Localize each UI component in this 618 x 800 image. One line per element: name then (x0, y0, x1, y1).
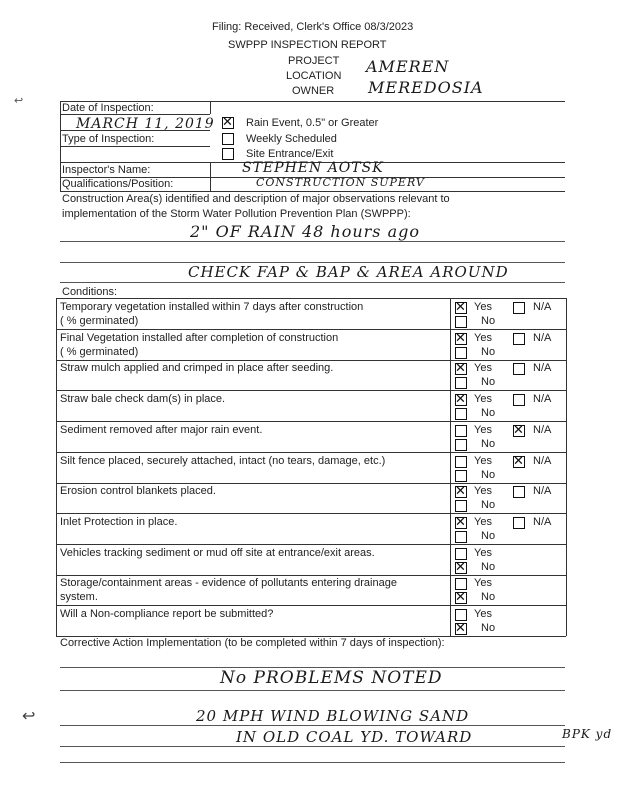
condition-text: Straw mulch applied and crimped in place after seeding. (60, 362, 334, 374)
na-label: N/A (533, 332, 552, 344)
corrective-note-1: No PROBLEMS NOTED (220, 668, 443, 688)
date-value: MARCH 11, 2019 (76, 116, 215, 132)
location-value: MEREDOSIA (368, 78, 484, 97)
corrective-label: Corrective Action Implementation (to be completed within 7 days of inspection): (60, 637, 445, 649)
type-weekly-checkbox[interactable] (222, 133, 234, 145)
na-checkbox[interactable] (513, 456, 525, 468)
qualifications-label: Qualifications/Position: (62, 178, 174, 190)
na-checkbox[interactable] (513, 302, 525, 314)
na-checkbox[interactable] (513, 394, 525, 406)
yes-label: Yes (474, 455, 492, 467)
yes-checkbox[interactable] (455, 486, 467, 498)
no-label: No (481, 315, 496, 327)
no-checkbox[interactable] (455, 470, 467, 482)
yes-label: Yes (474, 332, 492, 344)
no-label: No (481, 438, 496, 450)
na-label: N/A (533, 455, 552, 467)
yes-label: Yes (474, 516, 492, 528)
no-label: No (481, 530, 496, 542)
no-label: No (481, 591, 496, 603)
yes-label: Yes (474, 424, 492, 436)
construction-intro-1: Construction Area(s) identified and description of major observations relevant to (62, 193, 450, 205)
construction-intro-2: implementation of the Storm Water Pollution Prevention Plan (SWPPP): (62, 208, 411, 220)
condition-text: Straw bale check dam(s) in place. (60, 393, 226, 405)
yes-label: Yes (474, 577, 492, 589)
na-checkbox[interactable] (513, 363, 525, 375)
no-checkbox[interactable] (455, 592, 467, 604)
project-value: AMEREN (366, 57, 450, 76)
no-label: No (481, 376, 496, 388)
no-label: No (481, 499, 496, 511)
na-label: N/A (533, 362, 552, 374)
yes-label: Yes (474, 608, 492, 620)
no-checkbox[interactable] (455, 439, 467, 451)
qualifications-value: CONSTRUCTION SUPERV (256, 176, 425, 189)
filing-stamp: Filing: Received, Clerk's Office 08/3/2023 (212, 21, 414, 33)
no-label: No (481, 407, 496, 419)
condition-text: Will a Non-compliance report be submitted? (60, 608, 274, 620)
na-checkbox[interactable] (513, 486, 525, 498)
na-label: N/A (533, 516, 552, 528)
yes-checkbox[interactable] (455, 425, 467, 437)
construction-note-1: 2" OF RAIN 48 hours ago (190, 222, 420, 241)
yes-checkbox[interactable] (455, 394, 467, 406)
na-label: N/A (533, 301, 552, 313)
na-label: N/A (533, 393, 552, 405)
condition-text: Storage/containment areas - evidence of pollutants entering drainage (60, 577, 397, 589)
no-label: No (481, 346, 496, 358)
type-weekly-label: Weekly Scheduled (246, 133, 337, 145)
no-checkbox[interactable] (455, 531, 467, 543)
no-checkbox[interactable] (455, 623, 467, 635)
no-checkbox[interactable] (455, 562, 467, 574)
condition-subtext: ( % germinated) (60, 346, 139, 358)
no-checkbox[interactable] (455, 347, 467, 359)
location-label: LOCATION (286, 70, 342, 82)
no-label: No (481, 469, 496, 481)
type-label: Type of Inspection: (62, 133, 155, 145)
yes-checkbox[interactable] (455, 456, 467, 468)
no-checkbox[interactable] (455, 377, 467, 389)
corrective-note-4: BPK yd (562, 727, 613, 741)
corrective-note-3: IN OLD COAL YD. TOWARD (236, 728, 473, 746)
yes-checkbox[interactable] (455, 302, 467, 314)
na-checkbox[interactable] (513, 333, 525, 345)
yes-checkbox[interactable] (455, 517, 467, 529)
no-checkbox[interactable] (455, 408, 467, 420)
yes-label: Yes (474, 362, 492, 374)
report-title: SWPPP INSPECTION REPORT (228, 39, 387, 51)
owner-label: OWNER (292, 85, 335, 97)
condition-subtext: system. (60, 591, 98, 603)
corrective-note-2: 20 MPH WIND BLOWING SAND (196, 707, 470, 725)
margin-mark-bottom: ↩ (22, 708, 36, 725)
condition-text: Sediment removed after major rain event. (60, 424, 263, 436)
no-checkbox[interactable] (455, 500, 467, 512)
no-label: No (481, 622, 496, 634)
inspector-label: Inspector's Name: (62, 164, 151, 176)
condition-text: Inlet Protection in place. (60, 516, 178, 528)
condition-text: Temporary vegetation installed within 7 days after construction (60, 301, 364, 313)
margin-mark-top: ↩ (14, 95, 24, 107)
na-checkbox[interactable] (513, 517, 525, 529)
construction-note-2: CHECK FAP & BAP & AREA AROUND (188, 263, 509, 281)
inspector-value: STEPHEN AOTSK (242, 160, 384, 176)
date-label: Date of Inspection: (62, 102, 154, 114)
condition-text: Vehicles tracking sediment or mud off site at entrance/exit areas. (60, 547, 375, 559)
no-checkbox[interactable] (455, 316, 467, 328)
conditions-label: Conditions: (62, 286, 118, 298)
condition-text: Erosion control blankets placed. (60, 485, 216, 497)
yes-label: Yes (474, 485, 492, 497)
yes-label: Yes (474, 547, 492, 559)
type-rain-checkbox[interactable] (222, 117, 234, 129)
yes-checkbox[interactable] (455, 363, 467, 375)
type-site-checkbox[interactable] (222, 148, 234, 160)
type-site-label: Site Entrance/Exit (246, 148, 334, 160)
condition-subtext: ( % germinated) (60, 315, 139, 327)
type-rain-label: Rain Event, 0.5" or Greater (246, 117, 379, 129)
project-label: PROJECT (288, 55, 340, 67)
na-label: N/A (533, 485, 552, 497)
yes-label: Yes (474, 393, 492, 405)
condition-text: Final Vegetation installed after completion of construction (60, 332, 339, 344)
no-label: No (481, 561, 496, 573)
na-checkbox[interactable] (513, 425, 525, 437)
yes-label: Yes (474, 301, 492, 313)
yes-checkbox[interactable] (455, 333, 467, 345)
na-label: N/A (533, 424, 552, 436)
condition-text: Silt fence placed, securely attached, intact (no tears, damage, etc.) (60, 455, 386, 467)
